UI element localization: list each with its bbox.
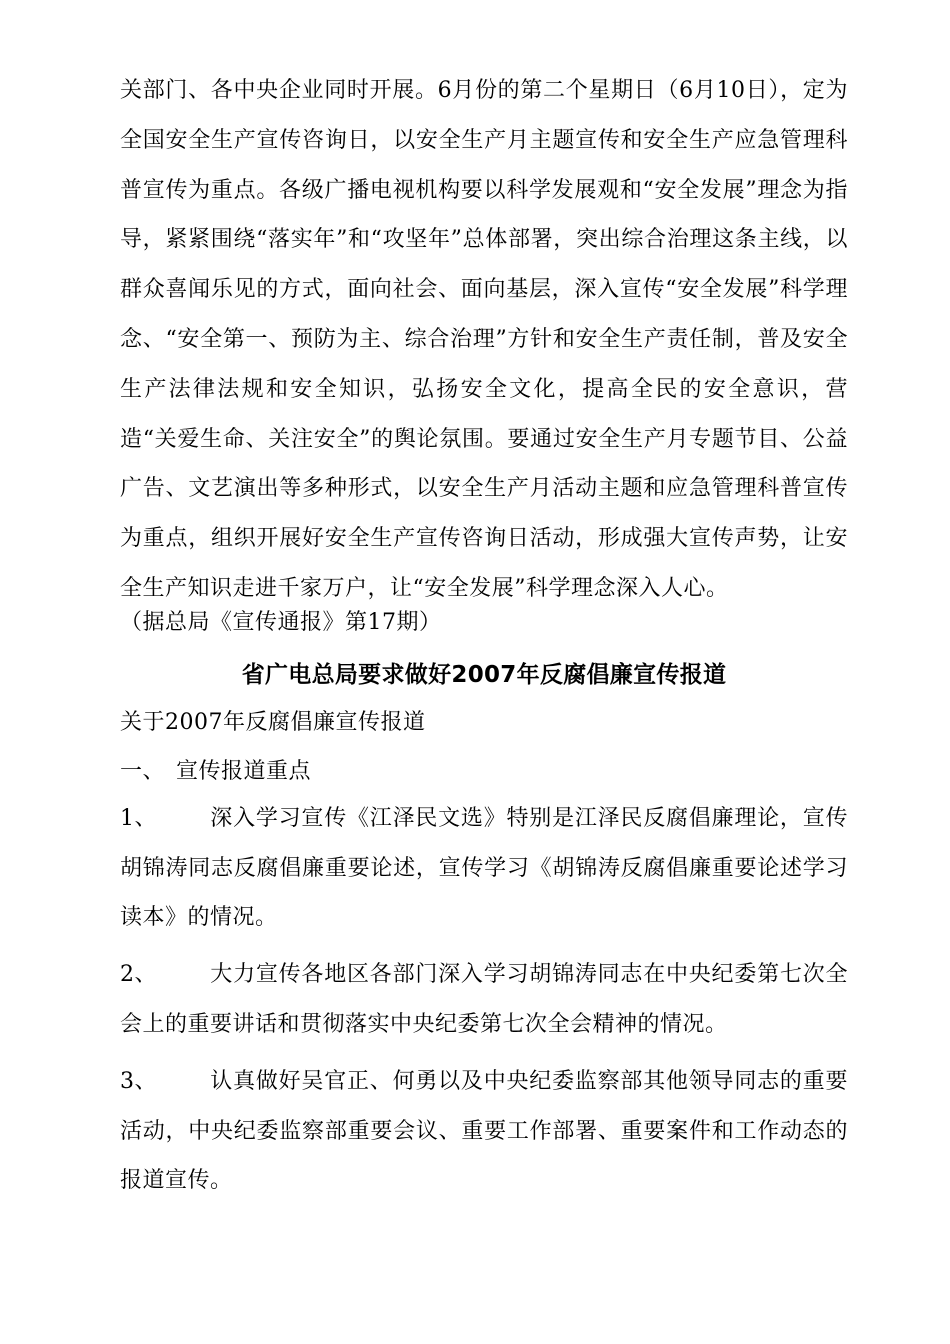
article-title: 省广电总局要求做好2007年反腐倡廉宣传报道 [241,661,727,688]
item-number: 3、 [120,1068,157,1094]
item-text: 认真做好吴官正、何勇以及中央纪委监察部其他领导同志的重要活动，中央纪委监察部重要会议、重要工作部署、重要案件和工作动态的报道宣传。 [120,1068,848,1194]
item-text: 大力宣传各地区各部门深入学习胡锦涛同志在中央纪委第七次全会上的重要讲话和贯彻落实中央纪委第七次全会精神的情况。 [120,962,848,1037]
section-heading [120,757,848,787]
item-text: 深入学习宣传《江泽民文选》特别是江泽民反腐倡廉理论，宣传胡锦涛同志反腐倡廉重要论述，宣传学习《胡锦涛反腐倡廉重要论述学习读本》的情况。 [120,805,848,931]
source-note: （据总局《宣传通报》第17期） [120,609,442,635]
list-item [120,794,848,943]
intro-paragraph: 关部门、各中央企业同时开展。6月份的第二个星期日（6月10日），定为全国安全生产宣传咨询日，以安全生产月主题宣传和安全生产应急管理科普宣传为重点。各级广播电视机构要以科学发展观和“安全发展”理念为指导，紧紧围绕“落实年”和“攻坚年”总体部署，突出综合治理这条主线，以群众喜闻乐见的方式，面向社会、面向基层，深入宣传“安全发展”科学理念、“安全第一、预防为主、综合治理”方针和安全生产责任制，普及安全生产法律法规和安全知识，弘扬安全文化，提高全民的安全意识，营造“关爱生命、关注安全”的舆论氛围。要通过安全生产月专题节目、公益广告、文艺演出等多种形式，以安全生产月活动主题和应急管理科普宣传为重点，组织开展好安全生产宣传咨询日活动，形成强大宣传声势，让安全生产知识走进千家万户，让“安全发展”科学理念深入人心。 [120,78,848,601]
item-number: 1、 [120,805,157,831]
section-title: 宣传报道重点 [176,758,312,784]
list-item [120,1057,848,1206]
subtitle: 关于2007年反腐倡廉宣传报道 [120,709,426,735]
item-number: 2、 [120,962,157,988]
list-item [120,950,848,1050]
document-page [120,66,848,1206]
section-number: 一、 [120,758,166,784]
